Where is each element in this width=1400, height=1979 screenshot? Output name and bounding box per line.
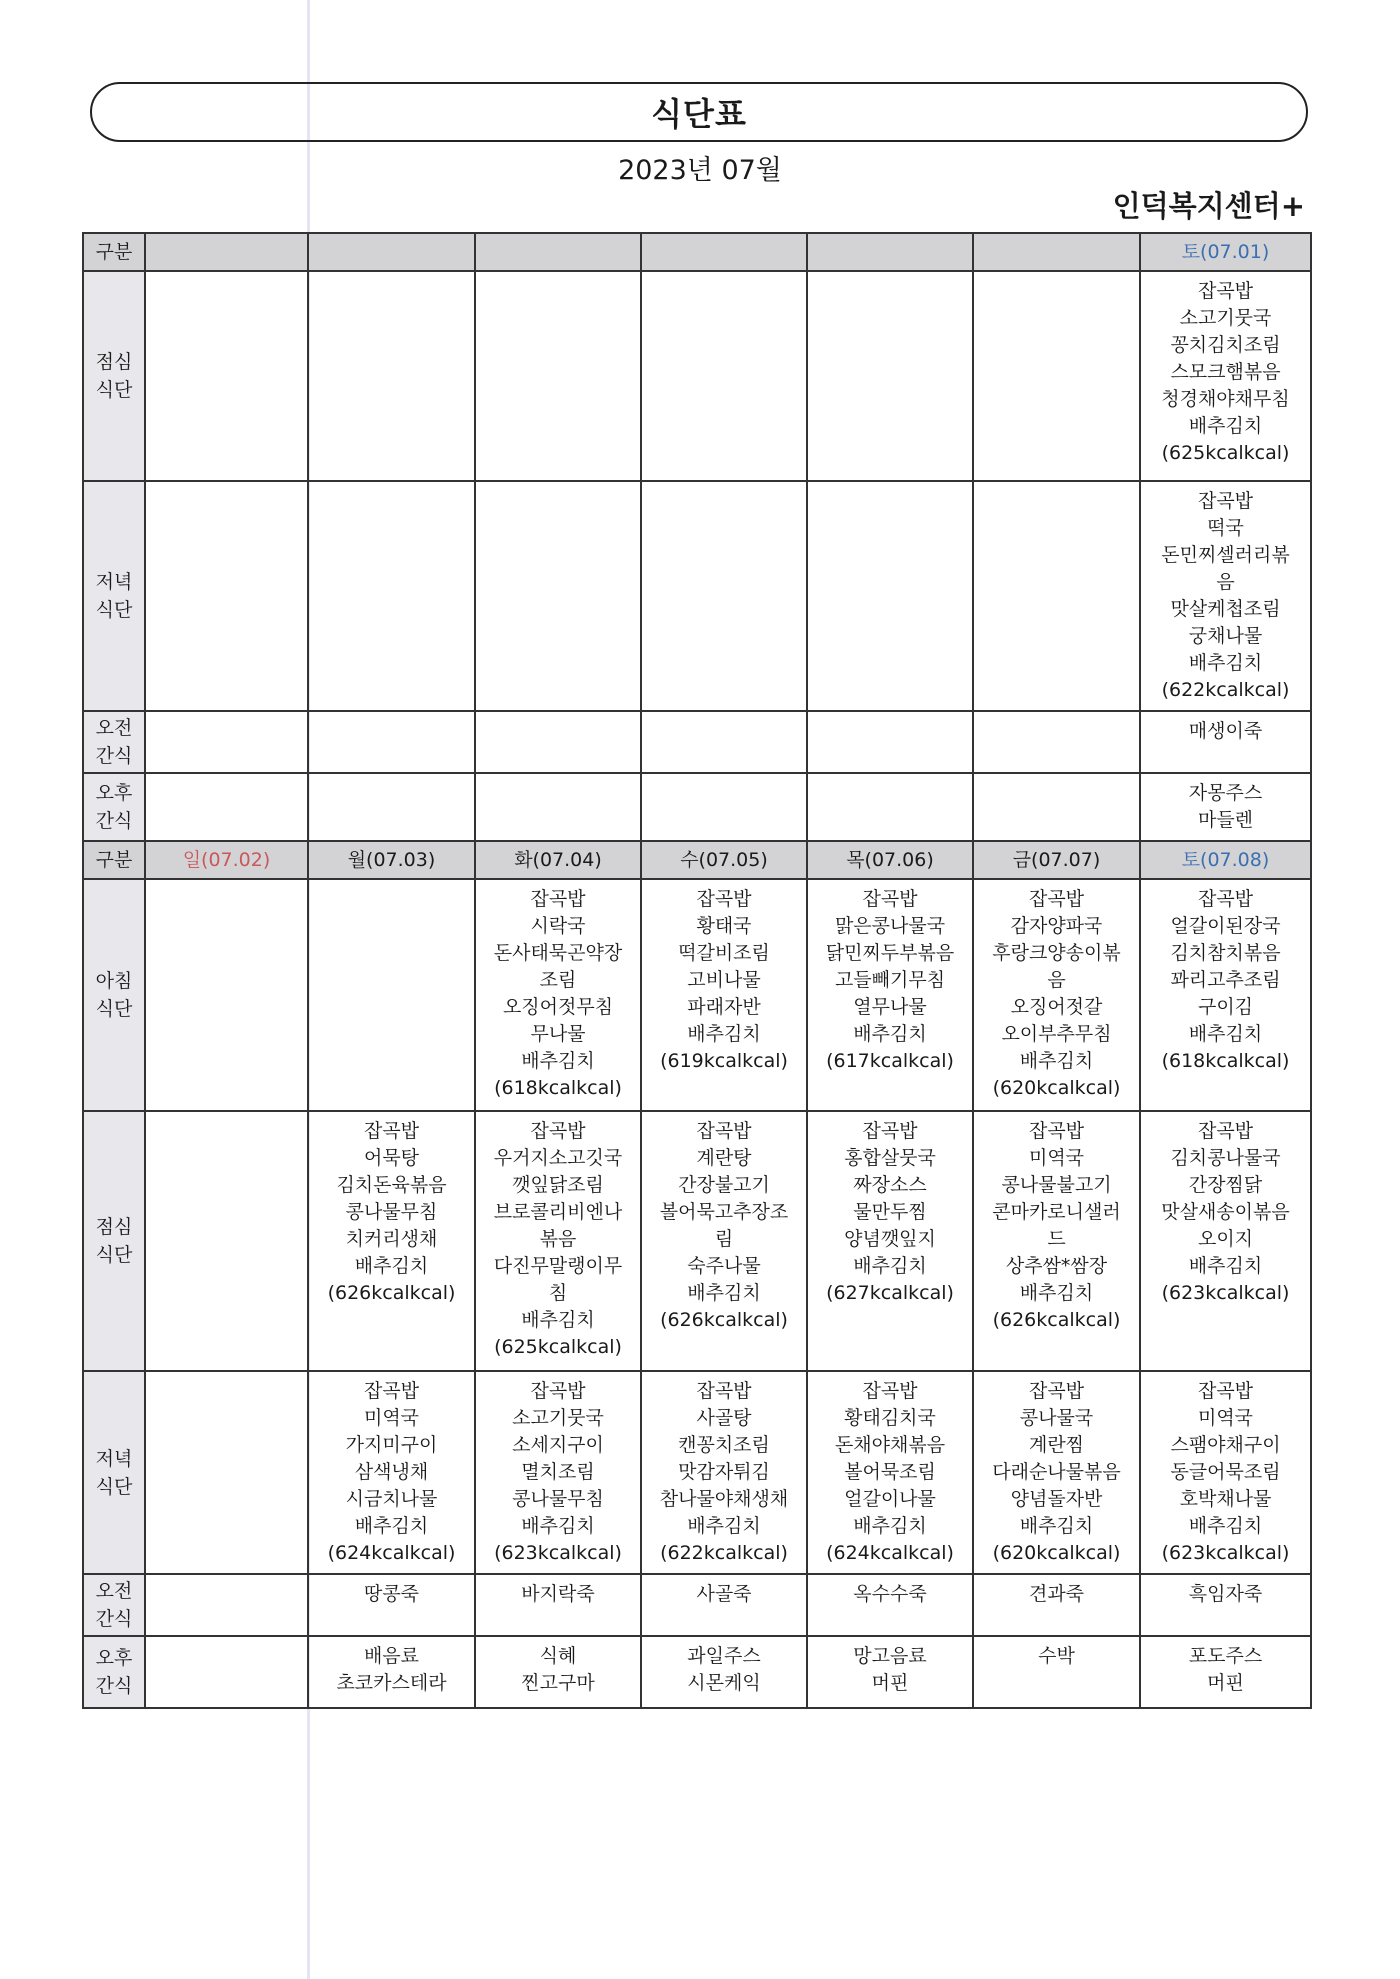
menu-item: 오이지 [1197, 1228, 1254, 1250]
empty-cell [145, 1636, 308, 1708]
menu-cell [973, 1574, 1140, 1636]
day-header [475, 233, 641, 271]
menu-item: 잡곡밥 [363, 1380, 420, 1402]
menu-item: 다진무말랭이무 [493, 1255, 623, 1277]
menu-item: 머핀 [871, 1672, 909, 1694]
calorie-text: (617kcalkcal) [826, 1050, 954, 1072]
empty-cell [475, 773, 641, 841]
menu-item: 잡곡밥 [530, 888, 586, 910]
menu-item: 얼갈이나물 [844, 1488, 936, 1510]
menu-item: 미역국 [363, 1407, 420, 1429]
menu-item: 배추김치 [521, 1515, 595, 1537]
day-header: 화(07.04) [475, 841, 641, 879]
menu-item: 황태국 [696, 915, 752, 937]
menu-item: 포도주스 [1188, 1645, 1263, 1667]
menu-item: 배추김치 [687, 1023, 761, 1045]
menu-item: 가지미구이 [345, 1434, 438, 1456]
meal-label [83, 879, 145, 1111]
menu-cell [807, 1111, 973, 1371]
menu-item: 배추김치 [853, 1255, 927, 1277]
empty-cell [145, 1371, 308, 1574]
menu-cell [475, 1111, 641, 1371]
day-header: 월(07.03) [308, 841, 475, 879]
menu-item: 오징어젓무침 [502, 996, 614, 1018]
meal-label [83, 271, 145, 481]
meal-label-line: 저녁 [95, 571, 133, 593]
day-header [807, 233, 973, 271]
menu-item: 음 [1216, 571, 1235, 593]
calorie-text: (623kcalkcal) [494, 1542, 622, 1564]
menu-item: 미역국 [1197, 1407, 1254, 1429]
calorie-text: (618kcalkcal) [1161, 1050, 1290, 1072]
meal-row [83, 711, 1311, 773]
meal-label-line: 아침 [95, 970, 133, 992]
meal-label-line: 오전 [95, 1580, 133, 1602]
calorie-text: (626kcalkcal) [660, 1309, 788, 1331]
menu-item: 볶음 [539, 1228, 577, 1250]
meal-label-line: 오후 [95, 1647, 133, 1669]
menu-cell [641, 1111, 807, 1371]
menu-item: 깻잎닭조림 [512, 1174, 604, 1196]
meal-label-line: 간식 [95, 810, 133, 832]
menu-item: 머핀 [1207, 1672, 1244, 1694]
meal-label [83, 711, 145, 773]
menu-item: 후랑크양송이볶 [992, 942, 1121, 964]
menu-item: 치커리생채 [345, 1228, 438, 1250]
menu-item: 시금치나물 [345, 1488, 438, 1510]
menu-item: 고들빼기무침 [834, 969, 946, 991]
meal-label [83, 1111, 145, 1371]
empty-cell [145, 1111, 308, 1371]
menu-cell [1140, 271, 1311, 481]
menu-cell [475, 1636, 641, 1708]
menu-item: 짜장소스 [853, 1174, 927, 1196]
menu-item: 다래순나물볶음 [992, 1461, 1121, 1483]
menu-item: 초코카스테라 [336, 1672, 447, 1694]
day-header [641, 233, 807, 271]
day-header-row [83, 233, 1311, 271]
empty-cell [641, 481, 807, 711]
menu-item: 잡곡밥 [862, 1120, 918, 1142]
meal-label [83, 1574, 145, 1636]
menu-item: 배추김치 [1019, 1282, 1094, 1304]
menu-item: 김치콩나물국 [1170, 1147, 1281, 1169]
menu-item: 잡곡밥 [1028, 888, 1085, 910]
menu-item: 마들렌 [1197, 809, 1254, 831]
meal-label-line: 식단 [95, 1244, 133, 1266]
empty-cell [475, 271, 641, 481]
empty-cell [641, 271, 807, 481]
empty-cell [641, 773, 807, 841]
menu-item: 잡곡밥 [862, 1380, 918, 1402]
meal-label-line: 점심 [95, 1216, 133, 1238]
empty-cell [475, 711, 641, 773]
empty-cell [475, 481, 641, 711]
menu-item: 오징어젓갈 [1010, 996, 1103, 1018]
menu-item: 찐고구마 [521, 1672, 595, 1694]
menu-item: 잡곡밥 [696, 1380, 752, 1402]
menu-item: 숙주나물 [687, 1255, 761, 1277]
menu-item: 콩나물무침 [512, 1488, 604, 1510]
menu-item: 콘마카로니샐러 [992, 1201, 1121, 1223]
menu-item: 스팸야채구이 [1170, 1434, 1281, 1456]
menu-item: 잡곡밥 [1197, 490, 1254, 512]
menu-item: 땅콩죽 [363, 1583, 420, 1605]
empty-cell [973, 773, 1140, 841]
menu-item: 배추김치 [521, 1050, 595, 1072]
menu-item: 식혜 [539, 1645, 577, 1667]
menu-item: 캔꽁치조림 [678, 1434, 770, 1456]
menu-table [82, 232, 1312, 1709]
menu-cell [475, 879, 641, 1111]
menu-item: 어묵탕 [363, 1147, 420, 1169]
calorie-text: (627kcalkcal) [826, 1282, 954, 1304]
menu-item: 무나물 [530, 1023, 586, 1045]
menu-cell [1140, 773, 1311, 841]
menu-item: 시몬케익 [687, 1672, 761, 1694]
menu-item: 잡곡밥 [696, 1120, 752, 1142]
menu-item: 자몽주스 [1188, 782, 1263, 804]
meal-label [83, 1636, 145, 1708]
menu-cell [308, 1111, 475, 1371]
menu-cell [475, 1371, 641, 1574]
meal-label-line: 식단 [95, 379, 133, 401]
menu-item: 맑은콩나물국 [834, 915, 946, 937]
menu-cell [308, 1574, 475, 1636]
day-header: 일(07.02) [145, 841, 308, 879]
menu-item: 닭민찌두부볶음 [825, 942, 955, 964]
menu-item: 상추쌈*쌈장 [1005, 1255, 1108, 1277]
menu-item: 소고기뭇국 [512, 1407, 604, 1429]
menu-cell [807, 1574, 973, 1636]
day-header: 수(07.05) [641, 841, 807, 879]
header-label: 구분 [83, 841, 145, 879]
menu-item: 계란탕 [696, 1147, 752, 1169]
empty-cell [807, 773, 973, 841]
day-header-row [83, 841, 1311, 879]
empty-cell [807, 271, 973, 481]
menu-item: 사골탕 [696, 1407, 752, 1429]
menu-item: 맛살새송이볶음 [1161, 1201, 1290, 1223]
menu-cell [807, 879, 973, 1111]
meal-row [83, 879, 1311, 1111]
menu-item: 미역국 [1028, 1147, 1085, 1169]
meal-row [83, 1371, 1311, 1574]
menu-item: 배추김치 [521, 1309, 595, 1331]
menu-item: 잡곡밥 [1197, 280, 1254, 302]
menu-item: 망고음료 [853, 1645, 927, 1667]
menu-item: 파래자반 [687, 996, 761, 1018]
menu-item: 조림 [539, 969, 577, 991]
menu-item: 옥수수죽 [853, 1583, 927, 1605]
empty-cell [308, 879, 475, 1111]
calorie-text: (624kcalkcal) [826, 1542, 954, 1564]
menu-cell [1140, 711, 1311, 773]
menu-item: 볼어묵고추장조 [659, 1201, 789, 1223]
empty-cell [308, 271, 475, 481]
title-box [90, 82, 1308, 142]
menu-cell [1140, 1111, 1311, 1371]
menu-item: 돈민찌셀러리볶 [1161, 544, 1290, 566]
menu-item: 배추김치 [1188, 1515, 1263, 1537]
day-header: 금(07.07) [973, 841, 1140, 879]
menu-item: 김치돈육볶음 [336, 1174, 447, 1196]
menu-item: 콩나물무침 [345, 1201, 438, 1223]
empty-cell [308, 481, 475, 711]
calorie-text: (620kcalkcal) [992, 1077, 1121, 1099]
menu-item: 스모크햄볶음 [1170, 361, 1281, 383]
menu-item: 맛감자튀김 [678, 1461, 770, 1483]
menu-cell [973, 1111, 1140, 1371]
day-header: 목(07.06) [807, 841, 973, 879]
menu-cell [1140, 1574, 1311, 1636]
calorie-text: (625kcalkcal) [494, 1336, 622, 1358]
calorie-text: (625kcalkcal) [1161, 442, 1290, 464]
menu-item: 배추김치 [853, 1515, 927, 1537]
menu-item: 김치참치볶음 [1170, 942, 1281, 964]
empty-cell [807, 481, 973, 711]
menu-cell [1140, 1371, 1311, 1574]
empty-cell [145, 711, 308, 773]
meal-label-line: 식단 [95, 599, 133, 621]
empty-cell [145, 773, 308, 841]
menu-item: 배추김치 [687, 1515, 761, 1537]
menu-cell [475, 1574, 641, 1636]
menu-item: 견과죽 [1028, 1583, 1085, 1605]
calorie-text: (620kcalkcal) [992, 1542, 1121, 1564]
menu-item: 배추김치 [853, 1023, 927, 1045]
menu-item: 잡곡밥 [1028, 1120, 1085, 1142]
menu-item: 배음료 [363, 1645, 420, 1667]
day-header: 토(07.01) [1140, 233, 1311, 271]
menu-item: 바지락죽 [521, 1583, 595, 1605]
menu-item: 매생이죽 [1188, 720, 1263, 742]
day-header: 토(07.08) [1140, 841, 1311, 879]
meal-row [83, 1574, 1311, 1636]
menu-item: 시락국 [530, 915, 586, 937]
menu-cell [308, 1371, 475, 1574]
meal-label [83, 1371, 145, 1574]
meal-label-line: 오전 [95, 717, 133, 739]
menu-item: 배추김치 [1019, 1050, 1094, 1072]
meal-label-line: 간식 [95, 745, 133, 767]
calorie-text: (626kcalkcal) [327, 1282, 456, 1304]
empty-cell [308, 773, 475, 841]
calorie-text: (622kcalkcal) [1161, 679, 1290, 701]
menu-item: 꽁치김치조림 [1170, 334, 1281, 356]
menu-item: 잡곡밥 [1028, 1380, 1085, 1402]
meal-label-line: 간식 [95, 1675, 133, 1697]
menu-item: 배추김치 [354, 1515, 429, 1537]
month-subtitle: 2023년 07월 [618, 155, 782, 186]
day-header [308, 233, 475, 271]
empty-cell [145, 271, 308, 481]
menu-cell [807, 1636, 973, 1708]
menu-item: 배추김치 [1188, 1023, 1263, 1045]
menu-item: 떡갈비조림 [678, 942, 770, 964]
menu-item: 배추김치 [1188, 415, 1263, 437]
menu-cell [1140, 879, 1311, 1111]
meal-row [83, 1636, 1311, 1708]
menu-item: 양념깻잎지 [844, 1228, 936, 1250]
day-header [145, 233, 308, 271]
calorie-text: (619kcalkcal) [660, 1050, 788, 1072]
menu-item: 림 [714, 1228, 734, 1250]
menu-item: 소세지구이 [512, 1434, 604, 1456]
menu-item: 드 [1047, 1228, 1066, 1250]
menu-item: 구이김 [1197, 996, 1254, 1018]
meal-label-line: 오후 [95, 782, 133, 804]
menu-item: 물만두찜 [853, 1201, 927, 1223]
menu-item: 계란찜 [1028, 1434, 1085, 1456]
calorie-text: (624kcalkcal) [327, 1542, 456, 1564]
menu-item: 호박채나물 [1179, 1488, 1272, 1510]
menu-item: 얼갈이된장국 [1170, 915, 1281, 937]
menu-item: 배추김치 [687, 1282, 761, 1304]
menu-item: 볼어묵조림 [844, 1461, 936, 1483]
empty-cell [641, 711, 807, 773]
menu-cell [1140, 481, 1311, 711]
meal-row [83, 1111, 1311, 1371]
meal-label [83, 481, 145, 711]
page-title: 식단표 [651, 95, 747, 133]
menu-cell [641, 1574, 807, 1636]
menu-item: 배추김치 [354, 1255, 429, 1277]
menu-item: 돈채야채볶음 [834, 1434, 946, 1456]
calorie-text: (626kcalkcal) [992, 1309, 1121, 1331]
menu-cell [973, 1636, 1140, 1708]
menu-item: 배추김치 [1188, 652, 1263, 674]
menu-item: 황태김치국 [844, 1407, 936, 1429]
empty-cell [145, 481, 308, 711]
empty-cell [973, 271, 1140, 481]
calorie-text: (618kcalkcal) [494, 1077, 622, 1099]
meal-label [83, 773, 145, 841]
menu-item: 돈사태묵곤약장 [493, 942, 623, 964]
meal-label-line: 식단 [95, 998, 133, 1020]
menu-item: 수박 [1038, 1645, 1075, 1667]
calorie-text: (623kcalkcal) [1161, 1282, 1290, 1304]
menu-cell [1140, 1636, 1311, 1708]
empty-cell [973, 481, 1140, 711]
menu-item: 참나물야채생채 [659, 1488, 789, 1510]
menu-cell [641, 1371, 807, 1574]
menu-item: 고비나물 [687, 969, 761, 991]
menu-item: 잡곡밥 [530, 1120, 586, 1142]
menu-item: 콩나물불고기 [1001, 1174, 1112, 1196]
menu-item: 맛살케첩조림 [1170, 598, 1281, 620]
menu-item: 잡곡밥 [1197, 888, 1254, 910]
menu-item: 흑임자죽 [1188, 1583, 1263, 1605]
menu-item: 사골죽 [696, 1583, 752, 1605]
menu-item: 소고기뭇국 [1179, 307, 1272, 329]
meal-row [83, 271, 1311, 481]
menu-item: 오이부추무침 [1001, 1023, 1112, 1045]
menu-cell [641, 879, 807, 1111]
meal-row [83, 773, 1311, 841]
menu-item: 콩나물국 [1019, 1407, 1094, 1429]
center-name: 인덕복지센터+ [1112, 189, 1305, 223]
empty-cell [308, 711, 475, 773]
menu-item: 음 [1047, 969, 1066, 991]
menu-item: 간장찜닭 [1188, 1174, 1263, 1196]
menu-item: 잡곡밥 [696, 888, 752, 910]
menu-item: 배추김치 [1188, 1255, 1263, 1277]
empty-cell [145, 1574, 308, 1636]
menu-item: 침 [548, 1282, 568, 1304]
empty-cell [973, 711, 1140, 773]
menu-item: 배추김치 [1019, 1515, 1094, 1537]
menu-item: 잡곡밥 [363, 1120, 420, 1142]
menu-cell [641, 1636, 807, 1708]
menu-item: 청경채야채무침 [1161, 388, 1290, 410]
menu-item: 궁채나물 [1188, 625, 1263, 647]
meal-label-line: 저녁 [95, 1447, 133, 1470]
menu-item: 양념돌자반 [1010, 1488, 1103, 1510]
meal-label-line: 간식 [95, 1608, 133, 1630]
menu-item: 잡곡밥 [530, 1380, 586, 1402]
meal-label-line: 점심 [95, 351, 133, 373]
menu-item: 우거지소고깃국 [493, 1147, 623, 1169]
calorie-text: (622kcalkcal) [660, 1542, 788, 1564]
menu-item: 잡곡밥 [1197, 1120, 1254, 1142]
menu-item: 꽈리고추조림 [1170, 969, 1281, 991]
menu-cell [308, 1636, 475, 1708]
menu-item: 동글어묵조림 [1170, 1461, 1281, 1483]
menu-item: 삼색냉채 [354, 1461, 429, 1483]
calorie-text: (623kcalkcal) [1161, 1542, 1290, 1564]
menu-item: 잡곡밥 [1197, 1380, 1254, 1402]
menu-item: 홍합살뭇국 [844, 1147, 936, 1169]
menu-item: 떡국 [1207, 517, 1244, 539]
menu-cell [807, 1371, 973, 1574]
menu-item: 멸치조림 [521, 1461, 595, 1483]
meal-label-line: 식단 [95, 1475, 133, 1498]
menu-item: 감자양파국 [1010, 915, 1103, 937]
menu-item: 열무나물 [853, 996, 927, 1018]
menu-item: 과일주스 [687, 1645, 761, 1667]
day-header [973, 233, 1140, 271]
menu-cell [973, 879, 1140, 1111]
header-label: 구분 [83, 233, 145, 271]
menu-item: 잡곡밥 [862, 888, 918, 910]
empty-cell [807, 711, 973, 773]
menu-cell [973, 1371, 1140, 1574]
meal-row [83, 481, 1311, 711]
menu-item: 브로콜리비엔나 [493, 1201, 623, 1223]
empty-cell [145, 879, 308, 1111]
menu-item: 간장불고기 [678, 1174, 770, 1196]
